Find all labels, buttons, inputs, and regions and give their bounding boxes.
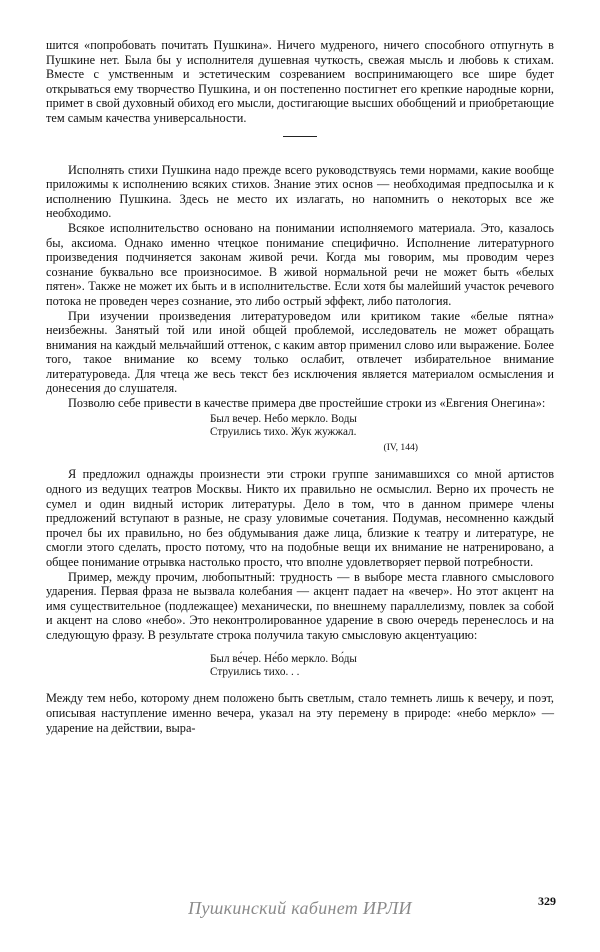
paragraph-low-2: Пример, между прочим, любопытный: трудность — в выборе места главного смыслового ударения. Первая фраза не вызвала колебания — акцент падает на «вечер». Но этот акцент на имя существительное (подлежащее) механически, по внешнему параллелизму, повлек за собой и акцент на слово «небо». Это неконтролированное ударение в свою очередь перенеслось и на следующую фразу. В результате строка получила такую смысловую акцентуацию:	[46, 569, 554, 642]
paragraph-mid-2: Всякое исполнительство основано на понимании исполняемого материала. Это, казалось бы, аксиома. Однако именно чтецкое понимание специфично. Исполнение литературного произведения подчиняется законам живой речи. Когда мы говорим, мы проводим через сознание буквально все произносимое. В живой нормальной речи не может быть «белых пятен». Также не может их быть и в исполнительстве. Если хотя бы малейший участок речевого потока не проведен через сознание, это либо острый эффект, либо патология.	[46, 220, 554, 308]
paragraph-end-1: Между тем небо, которому днем положено быть светлым, стало темнеть лишь к вечеру, и поэт, описывая наступление именно вечера, указал на эту перемену в природе: «небо ме́ркло» — ударение на действии, выра-	[46, 691, 554, 735]
verse-line: Был ве́чер. Не́бо меркло. Во́ды	[210, 652, 357, 665]
paragraph-mid-4: Позволю себе привести в качестве примера две простейшие строки из «Евгения Онегина»:	[68, 396, 546, 411]
footer-watermark: Пушкинский кабинет ИРЛИ	[188, 898, 412, 918]
verse-line: Струились тихо. Жук жужжал.	[210, 426, 357, 439]
verse-quote-2	[46, 653, 554, 680]
section-divider	[283, 136, 317, 137]
paragraph-low-1: Я предложил однажды произнести эти строки группе занимавшихся со мной артистов одного из ведущих театров Москвы. Никто их правильно не осмыслил. Верно их прочесть не сумел и один видный историк литературы. Дело в том, что в данном примере члены предложений вступают в разные, не сразу уловимые сочетания. Подумав, несомненно каждый прочел бы их правильно, но без обдумывания даже лица, близкие к театру и литературе, не смогли этого сделать, просто потому, что на подобные вещи их внимание не натренировано, а общее понимание отрывка настолько просто, что вполне удовлетворяет первой потребности.	[46, 467, 554, 570]
verse-line: Струились тихо. . .	[210, 666, 300, 678]
page-number: 329	[538, 894, 556, 908]
paragraph-mid-3: При изучении произведения литературоведом или критиком такие «белые пятна» неизбежны. Занятый той или иной общей проблемой, исследователь не может обращать внимания на каждый мельчайший оттенок, с каким автор применил слово или выражение. Более того, такое внимание ко всему только ослабит, отвлечет избирательное внимание литературоведа. Для чтеца же весь текст без исключения является материалом осмысления и донесения до слушателя.	[46, 308, 554, 396]
verse-quote-1	[46, 413, 554, 440]
verse-line: Был вечер. Небо меркло. Воды	[210, 412, 357, 425]
verse-reference: (IV, 144)	[383, 442, 418, 454]
paragraph-mid-1: Исполнять стихи Пушкина надо прежде всего руководствуясь теми нормами, какие вообще приложимы к исполнению всяких стихов. Знание этих основ — необходимая предпосылка и к исполнению Пушкина. Здесь не место их излагать, но напомнить о некоторых все же необходимо.	[46, 162, 554, 221]
paragraph-top-1: шится «попробовать почитать Пушкина». Ничего мудреного, ничего способного отпугнуть в Пушкине нет. Была бы у исполнителя душевная чуткость, свежая мысль и любовь к стихам. Вместе с умственным и эстетическим созреванием воспринимающего все шире будет открываться ему творчество Пушкина, и он постепенно постигнет его крепкие народные корни, примет в свой духовный обиход его мысли, достигающие высших обобщений и приобретающие тем самым качества универсальности.	[46, 38, 554, 125]
page-body	[46, 38, 554, 735]
